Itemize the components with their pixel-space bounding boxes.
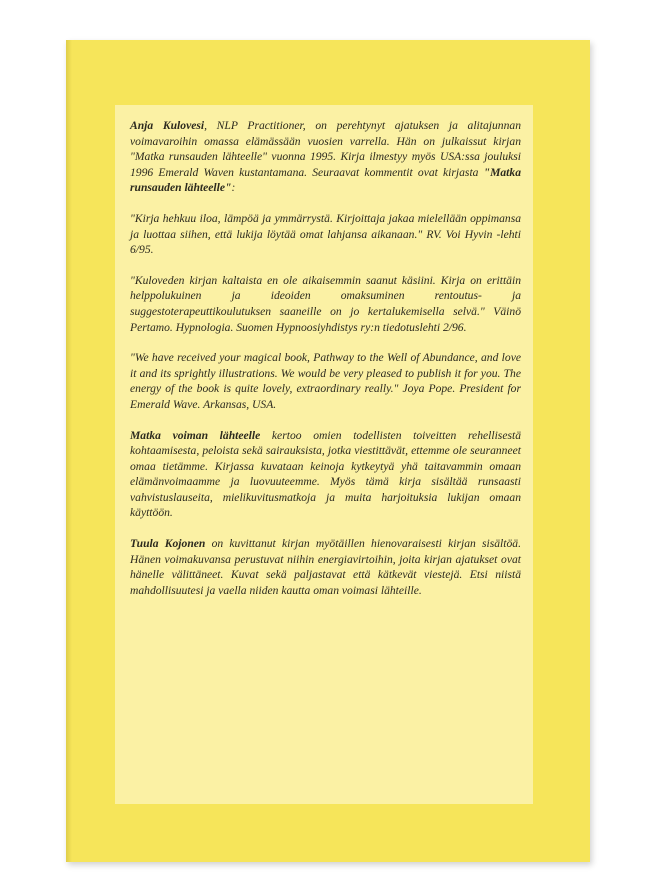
book-description-text: kertoo omien todellisten toiveitten rehellisestä kohtaamisesta, peloista sekä sairauksista, jotka viestittävät, ettemme ole seuranneet omaa tietämme. Kirjassa kuvataan keinoja kytkeytyä yhä taitavammin omaan elämänvoimaamme ja luovuuteemme. Myös tämä kirja sisältää runsaasti vahvistuslauseita, mielikuvitusmatkoja ja muita harjoituksia lukijan omaan käyttöön.: [130, 428, 521, 520]
author-bio-tail: :: [231, 181, 236, 195]
author-bio-paragraph: [130, 118, 521, 196]
review-quote-emerald-wave: "We have received your magical book, Pathway to the Well of Abundance, and love it and its sprightly illustrations. We would be very pleased to publish it for you. The energy of the book is quite lovely, extraordinary really." Joya Pope. President for Emerald Wave. Arkansas, USA.: [130, 351, 521, 411]
review-quote-voi-hyvin: "Kirja hehkuu iloa, lämpöä ja ymmärrystä. Kirjoittaja jakaa mielellään oppimansa ja luottaa siihen, että lukija löytää omat lahjansa aikanaan." RV. Voi Hyvin -lehti 6/95.: [130, 211, 521, 257]
spine-shade: [66, 40, 72, 862]
book-title-reference: "Matka runsauden lähteelle": [130, 165, 521, 195]
book-description-paragraph: [130, 428, 521, 522]
illustrator-name: Tuula Kojonen: [130, 537, 206, 551]
author-bio-text: , NLP Practitioner, on perehtynyt ajatuksen ja alitajunnan voimavaroihin omassa elämässään vuosien varrella. Hän on julkaissut kirjan "Matka runsauden lähteelle" vuonna 1995. Kirja ilmestyy myös USA:ssa jouluksi 1996 Emerald Waven kustantamana. Seuraavat kommentit ovat kirjasta: [130, 119, 521, 179]
review-quote-hypnologia: "Kuloveden kirjan kaltaista en ole aikaisemmin saanut käsiini. Kirja on erittäin helppolukuinen ja ideoiden omaksuminen rentoutus- ja suggestoterapeuttikoulutuksen saaneille on jo kertalukemisella selvä." Väinö Pertamo. Hypnologia. Suomen Hypnoosiyhdistys ry:n tiedotuslehti 2/96.: [130, 273, 521, 334]
illustrator-paragraph: [130, 536, 521, 598]
blurb-panel: [115, 105, 533, 804]
author-name: Anja Kulovesi: [130, 119, 205, 132]
book-back-cover: [66, 40, 590, 862]
illustrator-text: on kuvittanut kirjan myötäillen hienovaraisesti kirjan sisältöä. Hänen voimakuvansa perustuvat niihin energiavirtoihin, joita kirjan ajatukset ovat hänelle välittäneet. Kuvat sekä paljastavat että kätkevät viestejä. Etsi niistä mahdollisuutesi ja vaella niiden kautta oman voimasi lähteille.: [130, 537, 521, 597]
book-title: Matka voiman lähteelle: [130, 428, 261, 442]
